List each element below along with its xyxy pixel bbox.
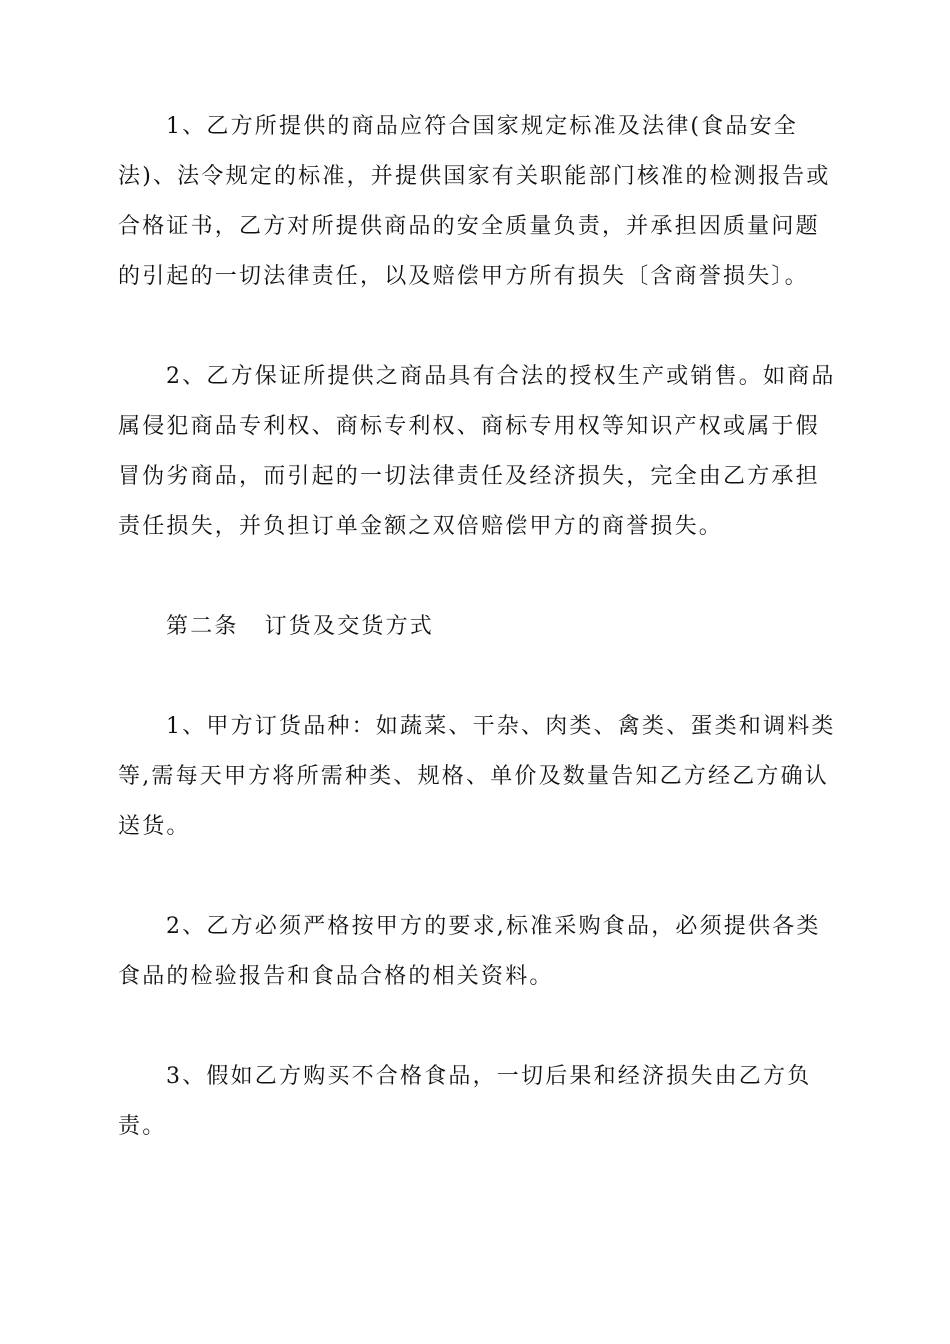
section-number: 第二条 <box>166 614 239 639</box>
paragraph-order-items: 1、甲方订货品种：如蔬菜、干杂、肉类、禽类、蛋类和调料类等,需每天甲方将所需种类、规格、单价及数量告知乙方经乙方确认送货。 <box>118 714 836 839</box>
paragraph-liability: 3、假如乙方购买不合格食品，一切后果和经济损失由乙方负责。 <box>118 1064 812 1139</box>
paragraph-procurement-standards: 2、乙方必须严格按甲方的要求,标准采购食品，必须提供各类食品的检验报告和食品合格的相关资料。 <box>118 914 821 989</box>
paragraph-quality-standards: 1、乙方所提供的商品应符合国家规定标准及法律(食品安全法)、法令规定的标准，并提供国家有关职能部门核准的检测报告或合格证书，乙方对所提供商品的安全质量负责，并承担因质量问题的引起的一切法律责任，以及赔偿甲方所有损失〔含商誉损失〕。 <box>118 114 831 289</box>
section-title: 订货及交货方式 <box>264 614 435 639</box>
section-heading <box>166 602 434 652</box>
paragraph-legal-authorization: 2、乙方保证所提供之商品具有合法的授权生产或销售。如商品属侵犯商品专利权、商标专利权、商标专用权等知识产权或属于假冒伪劣商品，而引起的一切法律责任及经济损失，完全由乙方承担责任损失，并负担订单金额之双倍赔偿甲方的商誉损失。 <box>118 364 836 539</box>
